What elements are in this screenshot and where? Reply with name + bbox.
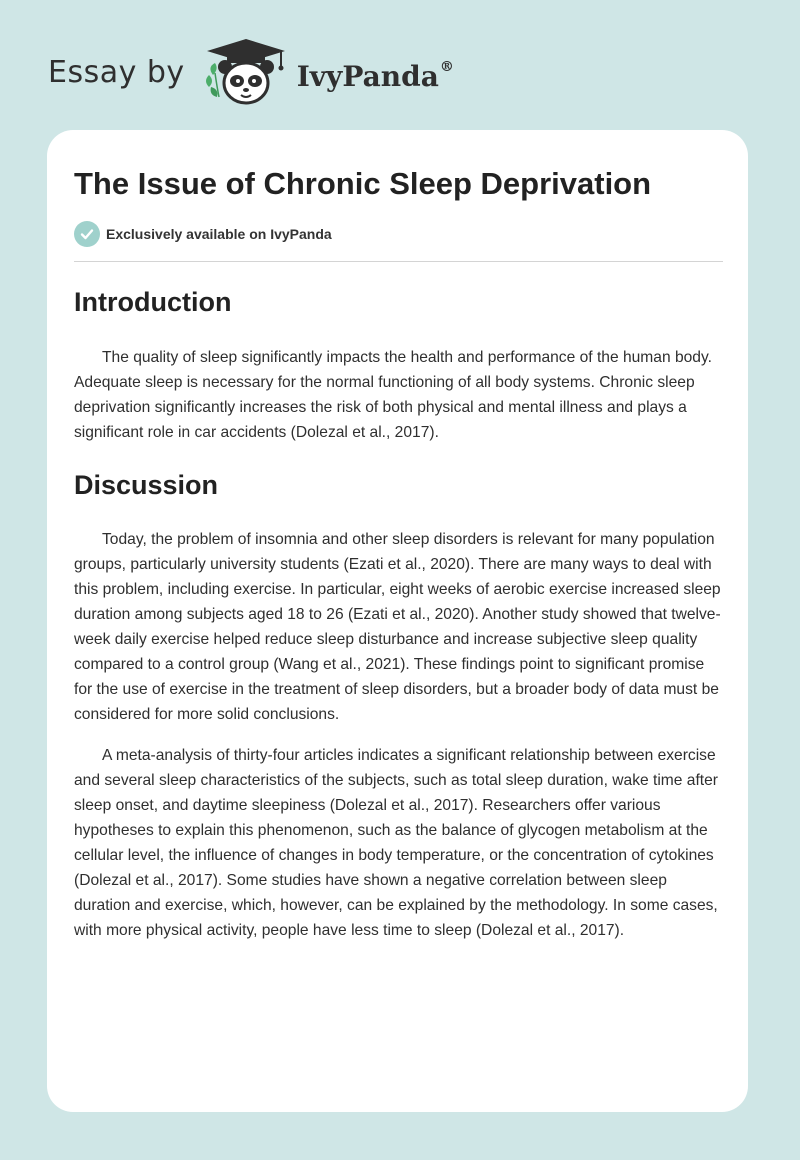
brand-name	[297, 60, 454, 93]
paragraph: Today, the problem of insomnia and other sleep disorders is relevant for many population groups, particularly university students (Ezati et al., 2020). There are many ways to deal with this problem, including exercise. In particular, eight weeks of aerobic exercise increased sleep duration among subjects aged 18 to 26 (Ezati et al., 2020). Another study showed that twelve-week daily exercise helped reduce sleep disturbance and increase subjective sleep quality compared to a control group (Wang et al., 2021). These findings point to significant promise for the use of exercise in the treatment of sleep disorders, but a broader body of data must be considered for more solid conclusions.	[74, 531, 721, 723]
paragraph: The quality of sleep significantly impacts the health and performance of the human body. Adequate sleep is necessary for the normal functioning of all body systems. Chronic sleep deprivation significantly increases the risk of both physical and mental illness and plays a significant role in car accidents (Dolezal et al., 2017).	[74, 349, 712, 441]
essay-by-label: Essay by	[48, 54, 185, 90]
check-circle-icon	[74, 221, 100, 247]
site-header	[48, 36, 454, 108]
exclusive-badge	[74, 221, 332, 247]
section-heading-discussion: Discussion	[74, 470, 219, 500]
title-divider	[74, 261, 723, 262]
page-title: The Issue of Chronic Sleep Deprivation	[74, 166, 652, 201]
panda-mascot-icon	[203, 37, 289, 107]
essay-card	[47, 130, 748, 1112]
registered-mark: ®	[439, 59, 454, 76]
exclusive-label: Exclusively available on IvyPanda	[106, 226, 332, 242]
section-heading-introduction: Introduction	[74, 287, 232, 317]
brand-text: IvyPanda	[296, 59, 439, 93]
essay-body	[74, 276, 724, 943]
ivypanda-logo[interactable]	[203, 37, 454, 107]
paragraph: A meta-analysis of thirty-four articles indicates a significant relationship between exercise and several sleep characteristics of the subjects, such as total sleep duration, wake time after sleep onset, and daytime sleepiness (Dolezal et al., 2017). Researchers offer various hypotheses to explain this phenomenon, such as the balance of glycogen metabolism at the cellular level, the influence of changes in body temperature, or the concentration of cytokines (Dolezal et al., 2017). Some studies have shown a negative correlation between sleep duration and exercise, which, however, can be explained by the methodology. In some cases, with more physical activity, people have less time to sleep (Dolezal et al., 2017).	[74, 747, 719, 939]
